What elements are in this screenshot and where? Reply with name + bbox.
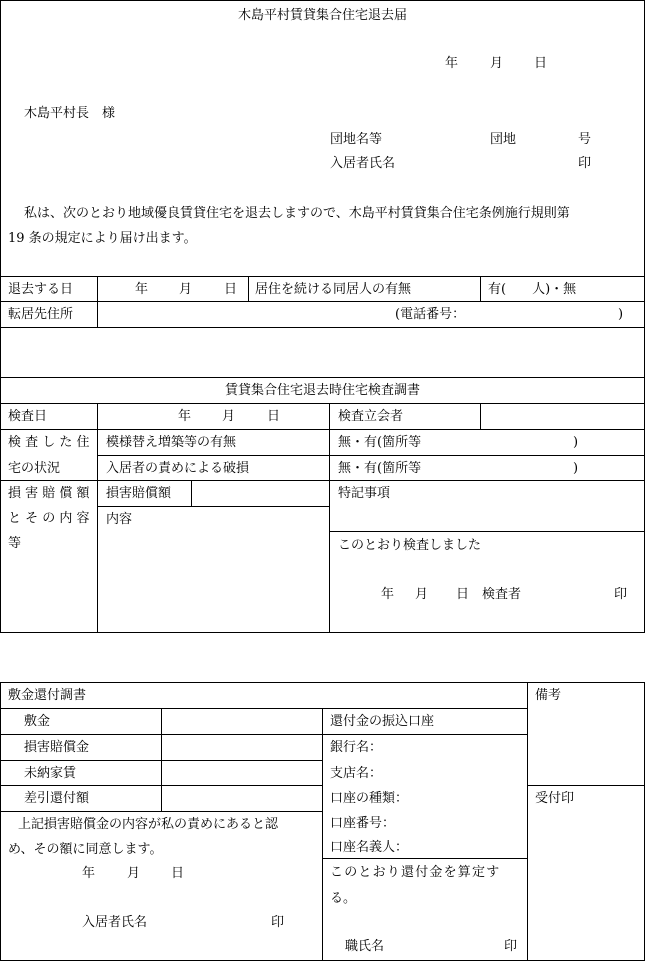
receipt-seal-label: 受付印: [535, 791, 575, 806]
complex-suffix: 団地: [490, 132, 517, 147]
consent-day: 日: [171, 866, 185, 881]
notes-label: 備考: [535, 688, 562, 703]
damage-options: 無・有(箇所等: [338, 461, 422, 476]
consent-month: 月: [127, 866, 141, 881]
inspector-seal: 印: [614, 587, 628, 602]
resident-seal: 印: [578, 156, 592, 171]
row-line: [0, 734, 527, 735]
number-suffix: 号: [578, 132, 592, 147]
date-month: 月: [490, 56, 504, 71]
house-status-label: 宅の状況: [8, 461, 61, 476]
row-line: [0, 327, 645, 328]
damage-close: ): [573, 461, 579, 476]
col-line: [322, 708, 323, 961]
net-refund-label: 差引還付額: [24, 791, 90, 806]
remarks-label: 特記事項: [338, 486, 391, 501]
house-status-label: 検 査 し た 住: [8, 435, 90, 450]
inspection-title: 賃貸集合住宅退去時住宅検査調書: [224, 383, 420, 398]
account-holder-label: 口座名義人：: [330, 840, 409, 855]
col-line: [97, 403, 98, 632]
moveout-month: 月: [179, 282, 193, 297]
inspected-text: このとおり検査しました: [338, 538, 482, 553]
row-line: [0, 785, 322, 786]
damages-label: と そ の 内 容: [8, 511, 90, 526]
moveout-year: 年: [135, 282, 149, 297]
inspection-year: 年: [178, 409, 192, 424]
contents-label: 内容: [106, 512, 133, 527]
alteration-item: 模様替え増築等の有無: [106, 435, 237, 450]
phone-label: (電話番号：: [395, 307, 466, 322]
unpaid-rent-label: 未納家賃: [24, 766, 77, 781]
row-line: [527, 785, 645, 786]
frame-line: [0, 682, 645, 683]
col-line: [191, 480, 192, 506]
calc-line: このとおり還付金を算定す: [330, 865, 501, 880]
row-line: [322, 858, 527, 859]
frame-line: [0, 682, 1, 961]
witness-label: 検査立会者: [338, 409, 404, 424]
alteration-close: ): [573, 435, 579, 450]
damages-compensation-label: 損害賠償金: [24, 740, 90, 755]
inspection-month: 月: [222, 409, 236, 424]
col-line: [248, 276, 249, 301]
row-line: [329, 531, 645, 532]
form-title: 木島平村賃貸集合住宅退去届: [237, 8, 407, 23]
cohabitant-label: 居住を続ける同居人の有無: [255, 282, 412, 297]
date-day: 日: [534, 56, 548, 71]
sign-month: 月: [415, 587, 429, 602]
account-number-label: 口座番号：: [330, 816, 396, 831]
damages-label: 等: [8, 536, 22, 551]
deposit-title: 敷金還付調書: [8, 688, 87, 703]
refund-account-label: 還付金の振込口座: [330, 714, 435, 729]
inspection-date-label: 検査日: [8, 409, 48, 424]
deposit-label: 敷金: [24, 714, 51, 729]
col-line: [97, 276, 98, 327]
new-address-label: 転居先住所: [8, 307, 74, 322]
cohabitant-options: 有( 人)・無: [488, 282, 577, 297]
calc-line: る。: [330, 891, 357, 906]
frame-line: [0, 0, 1, 632]
moveout-day: 日: [224, 282, 238, 297]
row-line: [97, 506, 329, 507]
statement-line: 私は、次のとおり地域優良賃貸住宅を退去しますので、木島平村賃貸集合住宅条例施行規則第: [24, 206, 570, 221]
consent-year: 年: [82, 866, 96, 881]
account-type-label: 口座の種類：: [330, 791, 409, 806]
col-line: [480, 276, 481, 301]
row-line: [0, 811, 322, 812]
bank-label: 銀行名：: [330, 740, 383, 755]
row-line: [97, 455, 645, 456]
inspection-day: 日: [267, 409, 281, 424]
frame-line: [0, 0, 645, 1]
col-line: [329, 403, 330, 632]
official-label: 職氏名: [345, 939, 385, 954]
damages-amount-label: 損害賠償額: [106, 486, 172, 501]
row-line: [0, 632, 645, 633]
branch-label: 支店名：: [330, 766, 383, 781]
row-line: [0, 760, 322, 761]
row-line: [0, 377, 645, 378]
complex-label: 団地名等: [330, 132, 383, 147]
consent-resident-label: 入居者氏名: [82, 915, 148, 930]
resident-name-label: 入居者氏名: [330, 156, 396, 171]
official-seal: 印: [504, 939, 518, 954]
col-line: [480, 403, 481, 429]
row-line: [0, 708, 527, 709]
consent-line: め、その額に同意します。: [8, 842, 163, 857]
damage-item: 入居者の責めによる破損: [106, 461, 250, 476]
moveout-date-label: 退去する日: [8, 282, 74, 297]
col-line: [527, 682, 528, 961]
sign-day: 日: [456, 587, 470, 602]
phone-close: ): [618, 307, 624, 322]
statement-line: 19 条の規定により届け出ます。: [8, 231, 197, 246]
alteration-options: 無・有(箇所等: [338, 435, 422, 450]
inspector-label: 検査者: [482, 587, 522, 602]
consent-seal: 印: [271, 915, 285, 930]
date-year: 年: [445, 56, 459, 71]
consent-line: 上記損害賠償金の内容が私の責めにあると認: [18, 817, 279, 832]
sign-year: 年: [381, 587, 395, 602]
damages-label: 損 害 賠 償 額: [8, 486, 90, 501]
addressee: 木島平村長 様: [24, 106, 116, 121]
